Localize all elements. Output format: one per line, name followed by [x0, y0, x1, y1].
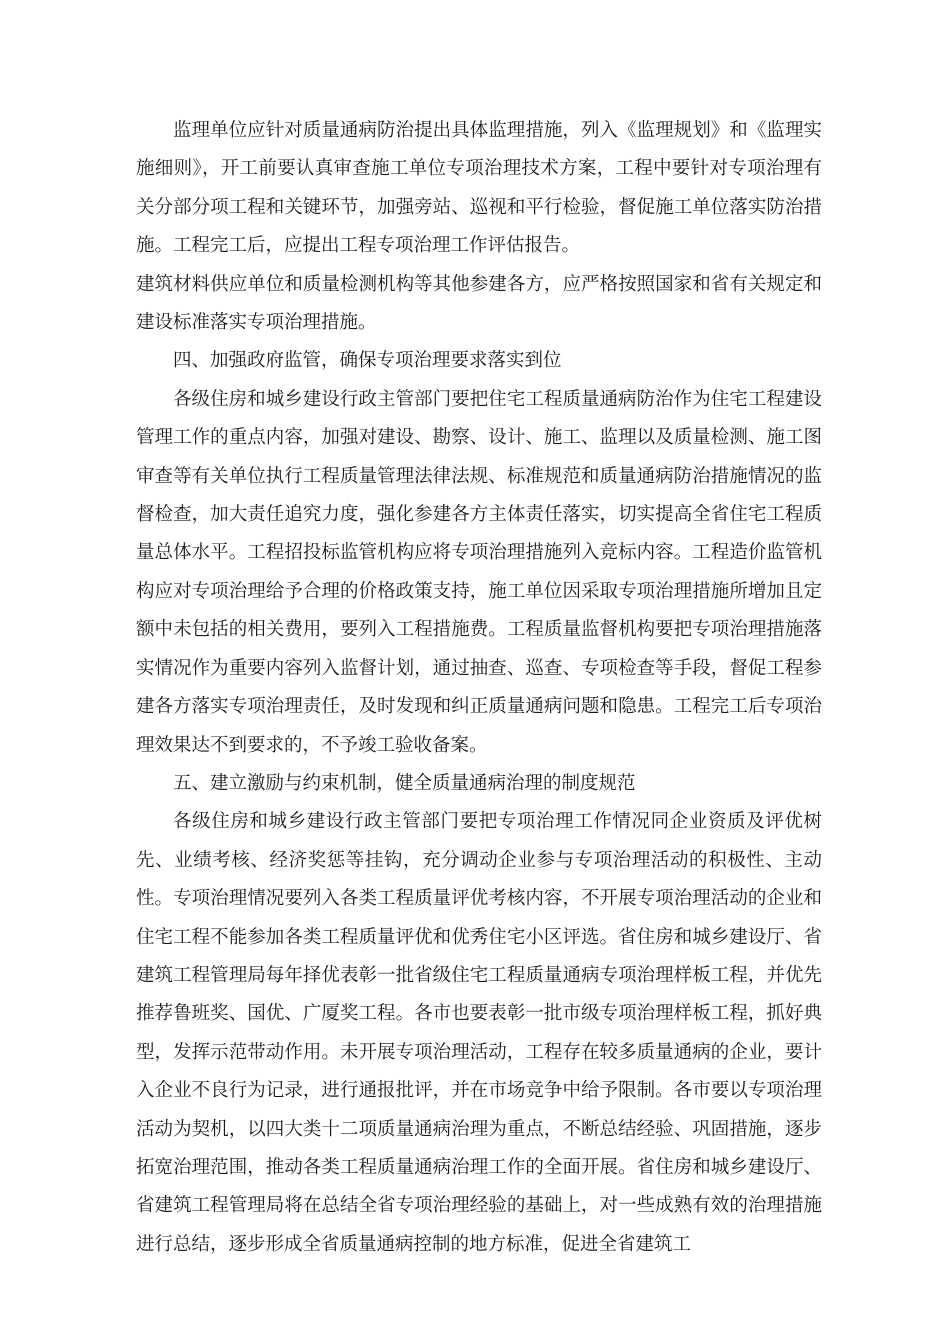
section-heading-five: 五、建立激励与约束机制，健全质量通病治理的制度规范 [173, 772, 636, 794]
paragraph-incentive-mechanism: 各级住房和城乡建设行政主管部门要把专项治理工作情况同企业资质及评优树先、业绩考核、经济奖惩等挂钩，充分调动企业参与专项治理活动的积极性、主动性。专项治理情况要列入各类工程质量评优考核内容，不开展专项治理活动的企业和住宅工程不能参加各类工程质量评优和优秀住宅小区评选。省住房和城乡建设厅、省建筑工程管理局每年择优表彰一批省级住宅工程质量通病专项治理样板工程，并优先推荐鲁班奖、国优、广厦奖工程。各市也要表彰一批市级专项治理样板工程，抓好典型，发挥示范带动作用。未开展专项治理活动，工程存在较多质量通病的企业，要计入企业不良行为记录，进行通报批评，并在市场竞争中给予限制。各市要以专项治理活动为契机，以四大类十二项质量通病治理为重点，不断总结经验、巩固措施，逐步拓宽治理范围，推动各类工程质量通病治理工作的全面开展。省住房和城乡建设厅、省建筑工程管理局将在总结全省专项治理经验的基础上，对一些成熟有效的治理措施进行总结，逐步形成全省质量通病控制的地方标准，促进全省建筑工 [136, 811, 822, 1255]
paragraph-supervision-units: 监理单位应针对质量通病防治提出具体监理措施，列入《监理规划》和《监理实施细则》，开工前要认真审查施工单位专项治理技术方案，工程中要针对专项治理有关分部分项工程和关键环节，加强旁站、巡视和平行检验，督促施工单位落实防治措施。工程完工后，应提出工程专项治理工作评估报告。 [136, 120, 822, 257]
paragraph-government-supervision: 各级住房和城乡建设行政主管部门要把住宅工程质量通病防治作为住宅工程建设管理工作的重点内容，加强对建设、勘察、设计、施工、监理以及质量检测、施工图审查等有关单位执行工程质量管理法律法规、标准规范和质量通病防治措施情况的监督检查，加大责任追究力度，强化参建各方主体责任落实，切实提高全省住宅工程质量总体水平。工程招投标监管机构应将专项治理措施列入竞标内容。工程造价监管机构应对专项治理给予合理的价格政策支持，施工单位因采取专项治理措施所增加且定额中未包括的相关费用，要列入工程措施费。工程质量监督机构要把专项治理措施落实情况作为重要内容列入监督计划，通过抽查、巡查、专项检查等手段，督促工程参建各方落实专项治理责任，及时发现和纠正质量通病问题和隐患。工程完工后专项治理效果达不到要求的，不予竣工验收备案。 [136, 388, 822, 756]
document-page [136, 112, 822, 1264]
paragraph-material-suppliers: 建筑材料供应单位和质量检测机构等其他参建各方，应严格按照国家和省有关规定和建设标准落实专项治理措施。 [136, 273, 822, 334]
section-heading-four: 四、加强政府监管，确保专项治理要求落实到位 [173, 350, 562, 372]
